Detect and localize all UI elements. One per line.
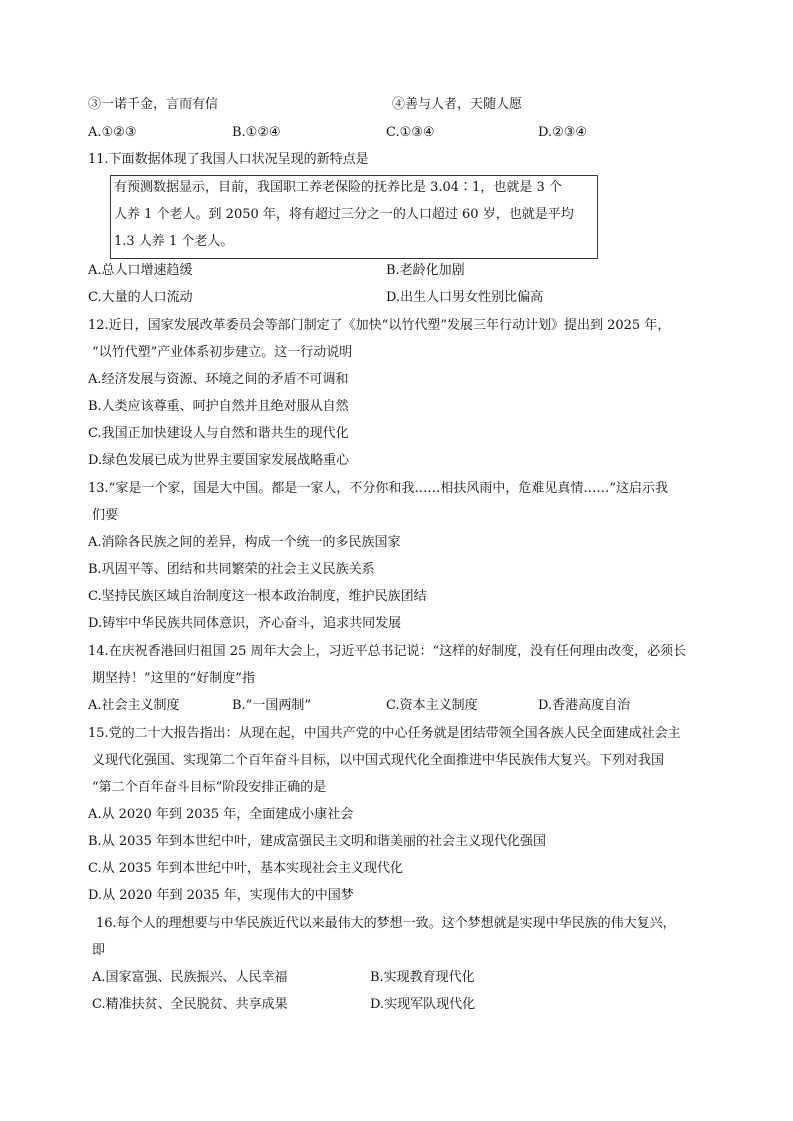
q12-option-d[interactable]: D.绿色发展已成为世界主要国家发展战略重心 (88, 453, 350, 468)
q14-option-c[interactable]: C.资本主义制度 (386, 698, 478, 713)
q16-option-b[interactable]: B.实现教育现代化 (370, 970, 475, 985)
q14-stem-line-2: 期坚持！”这里的“好制度”指 (92, 671, 255, 686)
q13-option-d[interactable]: D.铸牢中华民族共同体意识，齐心奋斗，追求共同发展 (88, 616, 402, 631)
q11-box-line-2: 人养 1 个老人。到 2050 年，将有超过三分之一的人口超过 60 岁，也就是平均 (114, 207, 574, 222)
q16-stem-line-2: 即 (92, 943, 106, 958)
q12-option-c[interactable]: C.我国正加快建设人与自然和谐共生的现代化 (88, 426, 349, 441)
q13-option-c[interactable]: C.坚持民族区域自治制度这一根本政治制度，维护民族团结 (88, 589, 427, 604)
q13-option-b[interactable]: B.巩固平等、团结和共同繁荣的社会主义民族关系 (88, 562, 375, 577)
q10-option-a[interactable]: A.①②③ (88, 125, 137, 140)
q10-option-b[interactable]: B.①②④ (232, 125, 281, 140)
q14-option-d[interactable]: D.香港高度自治 (538, 698, 631, 713)
q14-option-a[interactable]: A.社会主义制度 (88, 698, 180, 713)
q16-option-d[interactable]: D.实现军队现代化 (370, 997, 476, 1012)
q16-option-a[interactable]: A.国家富强、民族振兴、人民幸福 (92, 970, 288, 985)
q15-stem-line-1: 15.党的二十大报告指出：从现在起，中国共产党的中心任务就是团结带领全国各族人民全面建成社会主 (88, 726, 681, 741)
q15-stem-line-2: 义现代化强国、实现第二个百年奋斗目标，以中国式现代化全面推进中华民族伟大复兴。下列对我国 (92, 753, 665, 768)
q11-option-b[interactable]: B.老龄化加剧 (386, 263, 465, 278)
q11-option-a[interactable]: A.总人口增速趋缓 (88, 263, 193, 278)
q15-option-b[interactable]: B.从 2035 年到本世纪中叶，建成富强民主文明和谐美丽的社会主义现代化强国 (88, 834, 547, 849)
q16-option-c[interactable]: C.精准扶贫、全民脱贫、共享成果 (92, 997, 288, 1012)
q11-option-c[interactable]: C.大量的人口流动 (88, 290, 193, 305)
q10-item-4: ④善与人者，天随人愿 (392, 97, 523, 112)
q11-box-line-1: 有预测数据显示，目前，我国职工养老保险的抚养比是 3.04∶1，也就是 3 个 (114, 180, 562, 195)
q10-option-c[interactable]: C.①③④ (386, 125, 435, 140)
q14-stem-line-1: 14.在庆祝香港回归祖国 25 周年大会上，习近平总书记说：“这样的好制度，没有任何理由改变，必须长 (88, 644, 687, 659)
q11-option-d[interactable]: D.出生人口男女性别比偏高 (386, 290, 544, 305)
q12-option-b[interactable]: B.人类应该尊重、呵护自然并且绝对服从自然 (88, 399, 349, 414)
q11-box-line-3: 1.3 人养 1 个老人。 (114, 234, 234, 249)
q14-option-b[interactable]: B.“一国两制” (232, 698, 311, 713)
q15-option-a[interactable]: A.从 2020 年到 2035 年，全面建成小康社会 (88, 807, 354, 822)
q15-option-d[interactable]: D.从 2020 年到 2035 年，实现伟大的中国梦 (88, 888, 354, 903)
q10-option-d[interactable]: D.②③④ (538, 125, 588, 140)
q12-stem-line-1: 12.近日，国家发展改革委员会等部门制定了《加快“以竹代塑”发展三年行动计划》提出到 2025 年， (88, 318, 671, 333)
q10-item-3: ③一诺千金，言而有信 (88, 97, 219, 112)
q13-stem-line-2: 们要 (92, 508, 119, 523)
q16-stem-line-1: 16.每个人的理想要与中华民族近代以来最伟大的梦想一致。这个梦想就是实现中华民族的伟大复兴， (96, 916, 676, 931)
q12-stem-line-2: “以竹代塑”产业体系初步建立。这一行动说明 (92, 345, 353, 360)
q12-option-a[interactable]: A.经济发展与资源、环境之间的矛盾不可调和 (88, 372, 349, 387)
q13-option-a[interactable]: A.消除各民族之间的差异，构成一个统一的多民族国家 (88, 535, 401, 550)
q11-stem: 11.下面数据体现了我国人口状况呈现的新特点是 (88, 152, 369, 167)
q15-stem-line-3: “第二个百年奋斗目标”阶段安排正确的是 (92, 780, 327, 795)
q13-stem-line-1: 13.“家是一个家，国是大中国。都是一家人，不分你和我……相扶风雨中，危难见真情……”这启示我 (88, 481, 668, 496)
q15-option-c[interactable]: C.从 2035 年到本世纪中叶，基本实现社会主义现代化 (88, 861, 403, 876)
